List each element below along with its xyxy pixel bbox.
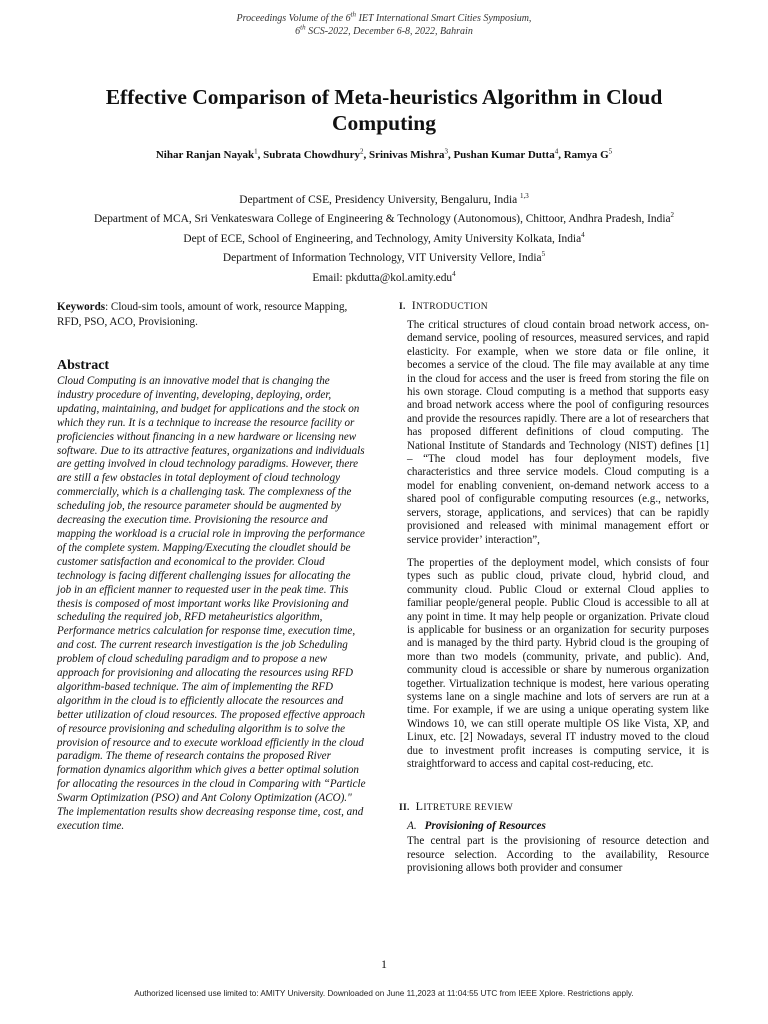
left-column <box>57 300 367 834</box>
header-line1-text: Proceedings Volume of the 6 <box>236 13 351 24</box>
header-line-1 <box>0 12 768 25</box>
affiliation-2: Department of MCA, Sri Venkateswara College of Engineering & Technology (Autonomous), Chittoor, Andhra Pradesh, India$^2$ <box>93 211 675 226</box>
section-heading-introduction: I. INTRODUCTION <box>399 298 488 312</box>
header-line2-text: 6 <box>295 26 301 37</box>
author-3: Srinivas Mishra$^3$, <box>368 147 454 161</box>
right-column <box>399 298 709 886</box>
email-line: Email: pkdutta@kol.amity.edu$^4$ <box>312 269 456 284</box>
affiliation-1: Department of CSE, Presidency University, Bengaluru, India $^{1,3}$ <box>239 192 529 206</box>
literature-paragraph-1: The central part is the provisioning of resource detection and resource selection. According to the availability, Resource provisioning allows both provider and consumer <box>407 835 709 875</box>
abstract-heading: Abstract <box>57 358 110 373</box>
intro-paragraph-2: The properties of the deployment model, which consists of four types such as public cloud, private cloud, hybrid cloud, and community cloud. Public Cloud or external Cloud applies to familiar people/general people. Public Cloud is accessible to all at any point in time. It may help people or organization. Private cloud is applicable for business or an organization for security purposes and is managed by the third party. Hybrid cloud is the grouping of more than two models (community, private, and public). And, community cloud is accessible or share by numerous organization together. Virtualization technique is modest, here various operating systems lane on a single machine and lots of servers are run at a time. For example, if we are using a unique operating system like Windows 10, we can still operate multiple OS like Vista, XP, and Linux, etc. [2] Nowadays, several IT industry moved to the cloud due to investment profit increases is computing service, it is straightforward to access and capital cost-reducing, etc. <box>407 556 709 770</box>
header-line-2 <box>0 25 768 38</box>
intro-paragraph-1: The critical structures of cloud contain broad network access, on-demand service, pooling of resources, measured services, and rapid elasticity. For example, when we store data or file online, it becomes a service of the cloud. The file may available at any time in the cloud for access and the user is freed from storing the file on his own storage. Cloud computing is a method that supports easy and broad network access where the pool of configuring resources and provide the resources rapidly. There are a lot of researchers that has proposed different definitions of cloud computing. The National Institute of Standards and Technology (NIST) defines [1] – “The cloud model has four deployment models, five characteristics and three service models. Cloud computing is a model for enabling convenient, on-demand network access to a shared pool of configurable computing resources (e.g., networks, servers, storage, applications, and services) that can be rapidly provisioned and released with minimal management effort or service provider’ interaction”, <box>407 319 709 546</box>
header-line2-text-b: SCS-2022, December 6-8, 2022, Bahrain <box>305 26 473 37</box>
affiliation-4: Department of Information Technology, VIT University Vellore, India$^5$ <box>222 250 546 264</box>
author-2: Subrata Chowdhury$^2$, <box>263 147 369 161</box>
proceedings-header <box>0 12 768 38</box>
paper-title: Effective Comparison of Meta-heuristics Algorithm in Cloud Computing <box>105 85 663 135</box>
keywords-text: : Cloud-sim tools, amount of work, resource Mapping, RFD, PSO, ACO, Provisioning. <box>57 301 348 328</box>
keywords <box>57 300 367 330</box>
author-1: Nihar Ranjan Nayak$^1$, <box>155 147 264 161</box>
license-footer: Authorized licensed use limited to: AMITY University. Downloaded on June 11,2023 at 11:04:55 UTC from IEEE Xplore. Restrictions apply. <box>134 989 634 998</box>
affiliation-3: Dept of ECE, School of Engineering, and Technology, Amity University Kolkata, India$^4$ <box>183 230 585 245</box>
subsection-heading: A. Provisioning of Resources <box>407 820 546 833</box>
affiliations <box>0 189 768 286</box>
header-line1-text-b: IET International Smart Cities Symposium, <box>356 13 532 24</box>
section-heading-literature-review: II. LITRETURE REVIEW <box>399 799 514 814</box>
header-line1-sup: th <box>350 10 357 19</box>
header-line2-sup: th <box>300 23 306 32</box>
page-number: 1 <box>381 957 387 971</box>
author-5: Ramya $G^5$ <box>563 147 613 161</box>
author-list <box>0 147 768 161</box>
author-4: Pushan Kumar Dutta$^4$, <box>453 147 564 161</box>
keywords-label: Keywords <box>57 301 106 313</box>
abstract-body: Cloud Computing is an innovative model that is changing the industry procedure of inventing, developing, deploying, order, updating, maintaining, and budget for applications and the stock on which they run. It is a technique to increase the resource facility or proficiencies without financing in a new hardware or licensing new software. Due to its attractive features, organizations and individuals are getting involved in cloud technology paradigms. However, there are still a few obstacles in total deployment of cloud technology commercially, which is a challenging task. The complexness of the scheduling job, the resource parameter should be augmented by decreasing the execution time. Provisioning the resource and mapping the workload is a crucial role in improving the performance of the complete system. Mapping/Executing the cloudlet should be customer satisfaction and economical to the provider. Cloud technology is facing different challenging issues for allocating the job in an efficient manner to requested user in the peak time. This thesis is composed of most important works like Provisioning and scheduling the required job, RFD metaheuristics algorithm, Performance metrics calculation for response time, execution time, and cost. The current research investigation is the job Scheduling problem of cloud scheduling paradigm and to propose a new approach for provisioning and allocating the resources using RFD algorithm-based technique. The aim of implementing the RFD algorithm in the cloud is to efficiently allocate the resources and better utilization of cloud resources. The proposed effective approach of resource provisioning and scheduling algorithm is to solve the provision of resource and to execute workload efficiently in the cloud paradigm. The theme of research contains the proposed River formation dynamics algorithm which gives a better optimal solution for allocating the resources in the cloud in Comparing with “Particle Swarm Optimization (PSO) and Ant Colony Optimization (ACO)." The implementation results show decreasing response time, cost, and execution time. <box>57 375 366 832</box>
